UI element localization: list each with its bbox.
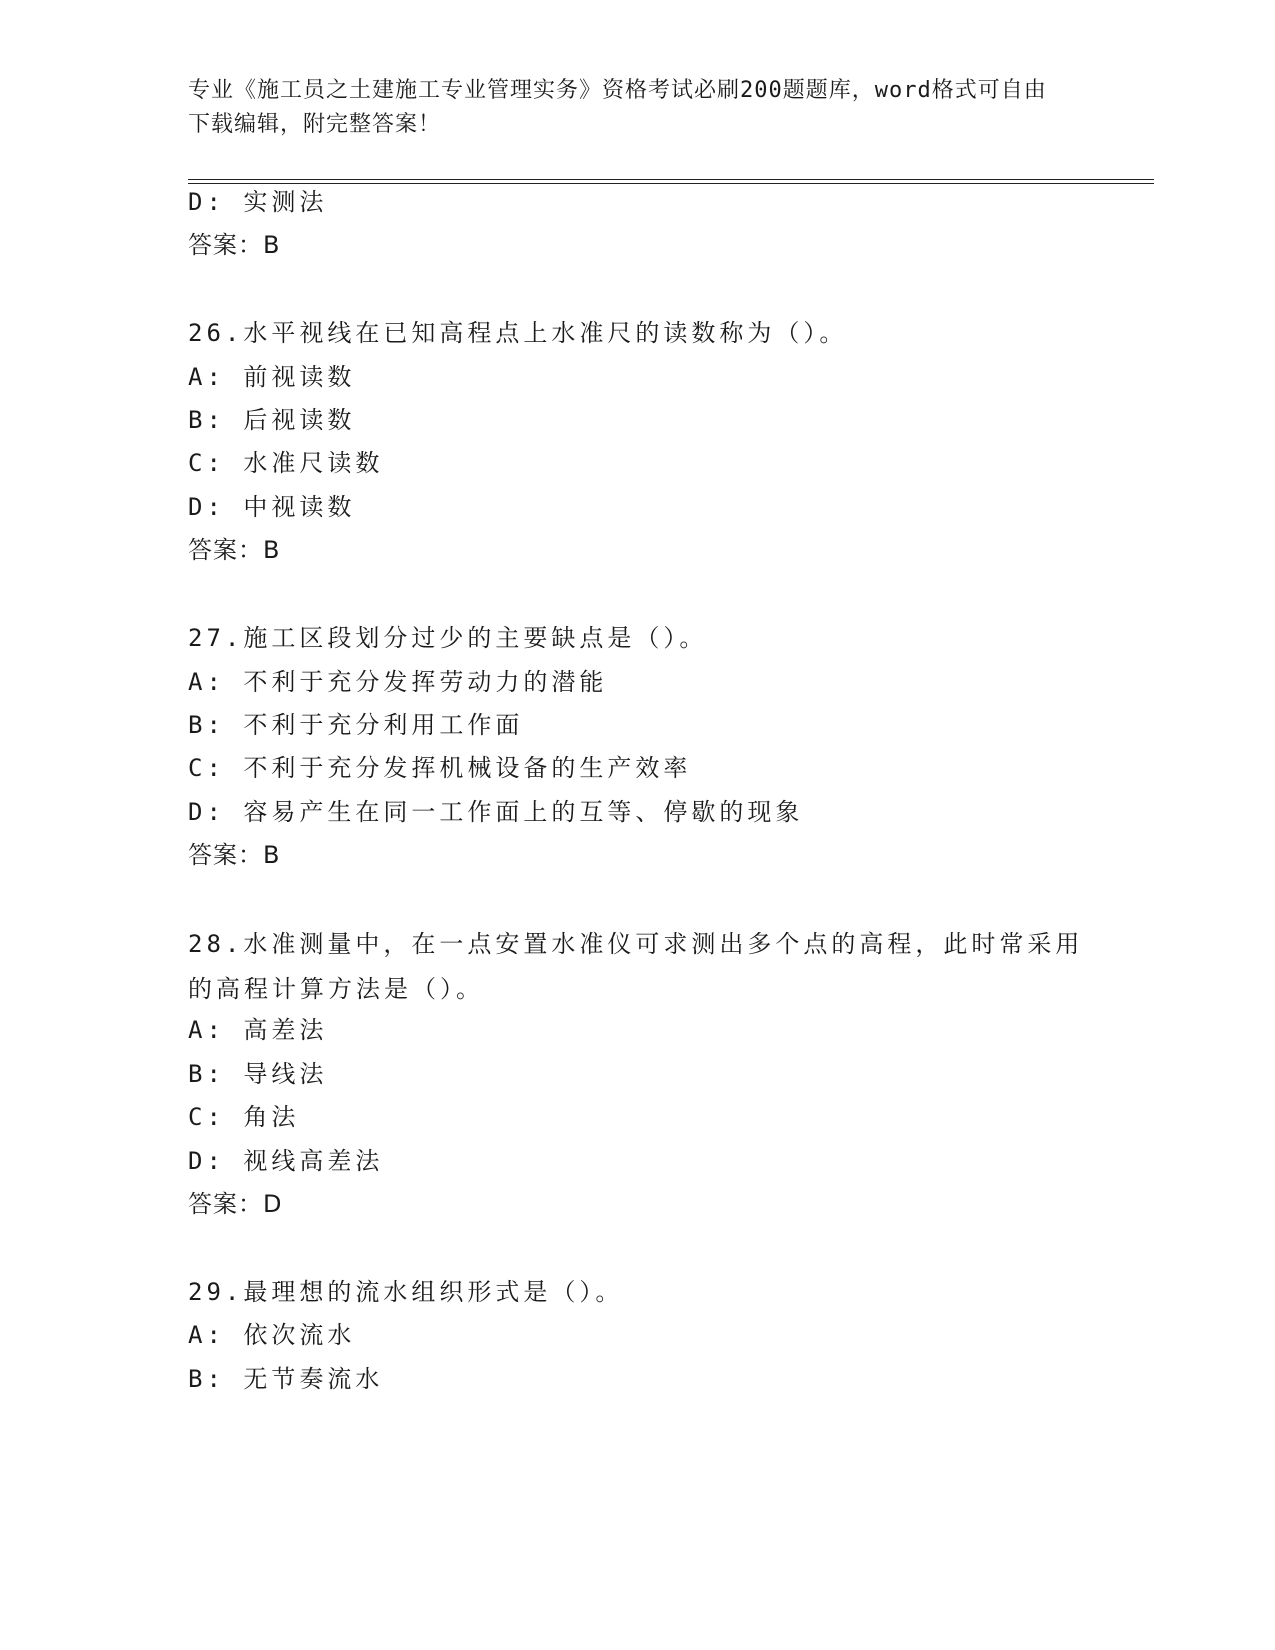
q26-option-b: B: 后视读数	[188, 406, 356, 434]
q26-stem: 26.水平视线在已知高程点上水准尺的读数称为（）。	[188, 319, 848, 347]
q27-option-c: C: 不利于充分发挥机械设备的生产效率	[188, 754, 692, 782]
q27-stem: 27.施工区段划分过少的主要缺点是（）。	[188, 624, 708, 652]
q27-option-a: A: 不利于充分发挥劳动力的潜能	[188, 668, 608, 696]
q27-answer: 答案：B	[188, 841, 281, 869]
document-header: 专业《施工员之土建施工专业管理实务》资格考试必刷200题题库，word格式可自由下载编辑，附完整答案！	[188, 78, 1047, 137]
q26-answer: 答案：B	[188, 536, 281, 564]
q28-option-d: D: 视线高差法	[188, 1147, 384, 1175]
q28-answer: 答案：D	[188, 1190, 283, 1218]
prev-answer: 答案：B	[188, 231, 281, 259]
q27-option-d: D: 容易产生在同一工作面上的互等、停歇的现象	[188, 798, 804, 826]
q27-option-b: B: 不利于充分利用工作面	[188, 711, 524, 739]
prev-option-d: D: 实测法	[188, 188, 328, 216]
q29-option-b: B: 无节奏流水	[188, 1365, 384, 1393]
q26-option-c: C: 水准尺读数	[188, 449, 384, 477]
q28-option-a: A: 高差法	[188, 1016, 328, 1044]
q28-option-b: B: 导线法	[188, 1060, 328, 1088]
q26-option-a: A: 前视读数	[188, 363, 356, 391]
q26-option-d: D: 中视读数	[188, 493, 356, 521]
q29-option-a: A: 依次流水	[188, 1321, 356, 1349]
q28-stem: 28.水准测量中，在一点安置水准仪可求测出多个点的高程，此时常采用的高程计算方法是（）。	[188, 930, 1084, 1003]
q29-stem: 29.最理想的流水组织形式是（）。	[188, 1278, 624, 1306]
header-divider-bottom	[188, 183, 1154, 184]
header-divider-top	[188, 179, 1154, 180]
q28-option-c: C: 角法	[188, 1103, 300, 1131]
